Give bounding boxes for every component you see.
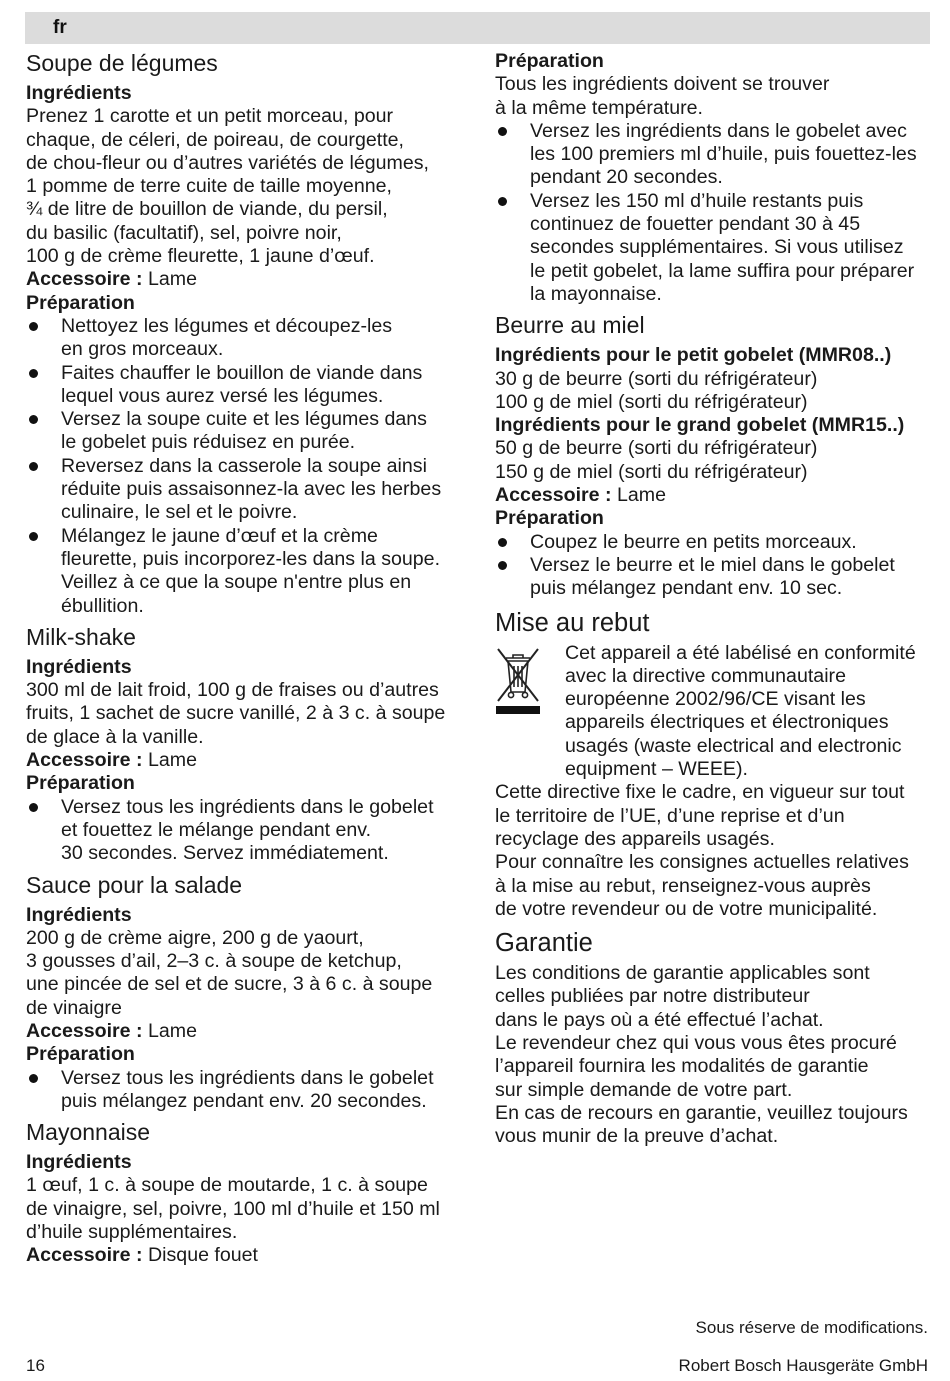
ingredients-large-label: Ingrédients pour le grand gobelet (MMR15..) (495, 414, 905, 437)
language-bar (25, 12, 930, 44)
preparation-label: Préparation (495, 50, 604, 72)
disposal-text: Cette directive fixe le cadre, en vigueur sur tout le territoire de l’UE, d’une reprise et d’un recyclage des appareils usagés. Pour connaître les consignes actuelles relatives à la mise au rebut, renseignez-vous auprès de votre revendeur ou de votre municipalité. (495, 781, 909, 920)
preparation-intro: Tous les ingrédients doivent se trouver à la même température. (495, 73, 830, 119)
left-column (26, 50, 466, 1268)
ingredients-text: 300 ml de lait froid, 100 g de fraises ou d’autres fruits, 1 sachet de sucre vanillé, 2 à 3 c. à soupe de glace à la vanille. (26, 679, 446, 748)
weee-block (495, 642, 933, 782)
recipe-sauce (26, 872, 466, 1114)
accessory-line (26, 749, 466, 772)
accessory-line (26, 268, 466, 291)
list-item: Mélangez le jaune d’œuf et la crème fleurette, puis incorporez-les dans la soupe. Veillez à ce que la soupe n'entre plus en ébullition. (26, 525, 466, 618)
ingredients-small-label: Ingrédients pour le petit gobelet (MMR08..) (495, 344, 892, 367)
ingredients-text: 1 œuf, 1 c. à soupe de moutarde, 1 c. à soupe de vinaigre, sel, poivre, 100 ml d’huile et 150 ml d’huile supplémentaires. (26, 1174, 440, 1244)
weee-bin-icon (495, 644, 541, 716)
company-name: Robert Bosch Hausgeräte GmbH (678, 1356, 928, 1375)
weee-text: Cet appareil a été labélisé en conformité avec la directive communautaire européenne 2002/96/CE visant les appareils électriques et électroniques usagés (waste electrical and electronic equipment – WEEE). (565, 641, 916, 781)
accessory-value: Lame (142, 268, 198, 291)
ingredients-label: Ingrédients (26, 655, 132, 678)
footer-note: Sous réserve de modifications. (695, 1318, 928, 1337)
recipe-beurre (495, 312, 933, 600)
section-disposal (495, 608, 933, 922)
mayonnaise-preparation (495, 50, 933, 306)
accessory-value: Lame (142, 1019, 198, 1042)
steps-list (26, 1067, 466, 1114)
accessory-line (26, 1020, 466, 1043)
ingredients-large-text: 50 g de beurre (sorti du réfrigérateur) 150 g de miel (sorti du réfrigérateur) (495, 437, 818, 483)
list-item: Versez les ingrédients dans le gobelet avec les 100 premiers ml d’huile, puis fouettez-les pendant 20 secondes. (495, 120, 933, 190)
section-title: Mise au rebut (495, 608, 650, 637)
section-warranty (495, 928, 933, 1148)
recipe-soupe (26, 50, 466, 618)
steps-list (26, 315, 466, 618)
accessory-label: Accessoire : (495, 484, 612, 507)
page-number: 16 (26, 1356, 45, 1375)
list-item: Versez la soupe cuite et les légumes dans le gobelet puis réduisez en purée. (26, 408, 466, 455)
list-item: Versez tous les ingrédients dans le gobelet et fouettez le mélange pendant env. 30 secondes. Servez immédiatement. (26, 796, 466, 866)
ingredients-text: 200 g de crème aigre, 200 g de yaourt, 3 gousses d’ail, 2–3 c. à soupe de ketchup, une pincée de sel et de sucre, 3 à 6 c. à soupe de vinaigre (26, 926, 433, 1019)
accessory-label: Accessoire : (26, 268, 143, 291)
ingredients-label: Ingrédients (26, 82, 132, 104)
section-title: Milk-shake (26, 623, 136, 650)
accessory-value: Disque fouet (142, 1244, 259, 1267)
accessory-label: Accessoire : (26, 1019, 143, 1042)
steps-list (495, 120, 933, 306)
section-title: Mayonnaise (26, 1119, 151, 1146)
list-item: Faites chauffer le bouillon de viande dans lequel vous aurez versé les légumes. (26, 362, 466, 409)
list-item: Versez le beurre et le miel dans le gobelet puis mélangez pendant env. 10 sec. (495, 554, 933, 601)
ingredients-text: Prenez 1 carotte et un petit morceau, pour chaque, de céleri, de poireau, de courgette, de chou-fleur ou d’autres variétés de légumes, 1 pomme de terre cuite de taille moyenne, ¾ de litre de bouillon de viande, du persil, du basilic (facultatif), sel, poivre noir, 100 g de crème fleurette, 1 jaune d’œuf. (26, 105, 429, 268)
preparation-label: Préparation (26, 291, 135, 314)
ingredients-small-text: 30 g de beurre (sorti du réfrigérateur) 100 g de miel (sorti du réfrigérateur) (495, 367, 818, 413)
accessory-line (495, 484, 933, 507)
steps-list (495, 531, 933, 601)
accessory-label: Accessoire : (26, 1244, 143, 1267)
preparation-label: Préparation (26, 772, 135, 795)
list-item: Coupez le beurre en petits morceaux. (495, 531, 933, 554)
warranty-text: Les conditions de garantie applicables sont celles publiées par notre distributeur dans le pays où a été effectué l’achat. Le revendeur chez qui vous vous êtes procuré l’appareil fournira les modalités de garantie sur simple demande de votre part. En cas de recours en garantie, veuillez toujours vous munir de la preuve d’achat. (495, 962, 908, 1148)
ingredients-label: Ingrédients (26, 903, 132, 926)
recipe-milkshake (26, 624, 466, 866)
list-item: Versez les 150 ml d’huile restants puis continuez de fouetter pendant 30 à 45 secondes supplémentaires. Si vous utilisez le petit gobelet, la lame suffira pour préparer la mayonnaise. (495, 190, 933, 306)
list-item: Nettoyez les légumes et découpez-les en gros morceaux. (26, 315, 466, 362)
section-title: Sauce pour la salade (26, 871, 243, 898)
language-code: fr (53, 17, 67, 38)
list-item: Reversez dans la casserole la soupe ainsi réduite puis assaisonnez-la avec les herbes culinaire, le sel et le poivre. (26, 455, 466, 525)
section-title: Beurre au miel (495, 312, 645, 339)
preparation-label: Préparation (26, 1043, 135, 1066)
steps-list (26, 796, 466, 866)
accessory-line (26, 1244, 466, 1267)
right-column (495, 50, 933, 1148)
section-title: Soupe de légumes (26, 50, 218, 76)
ingredients-label: Ingrédients (26, 1151, 132, 1174)
section-title: Garantie (495, 929, 593, 958)
list-item: Versez tous les ingrédients dans le gobelet puis mélangez pendant env. 20 secondes. (26, 1067, 466, 1114)
accessory-value: Lame (142, 749, 198, 772)
accessory-value: Lame (611, 484, 667, 507)
recipe-mayonnaise (26, 1119, 466, 1267)
accessory-label: Accessoire : (26, 749, 143, 772)
preparation-label: Préparation (495, 507, 604, 530)
